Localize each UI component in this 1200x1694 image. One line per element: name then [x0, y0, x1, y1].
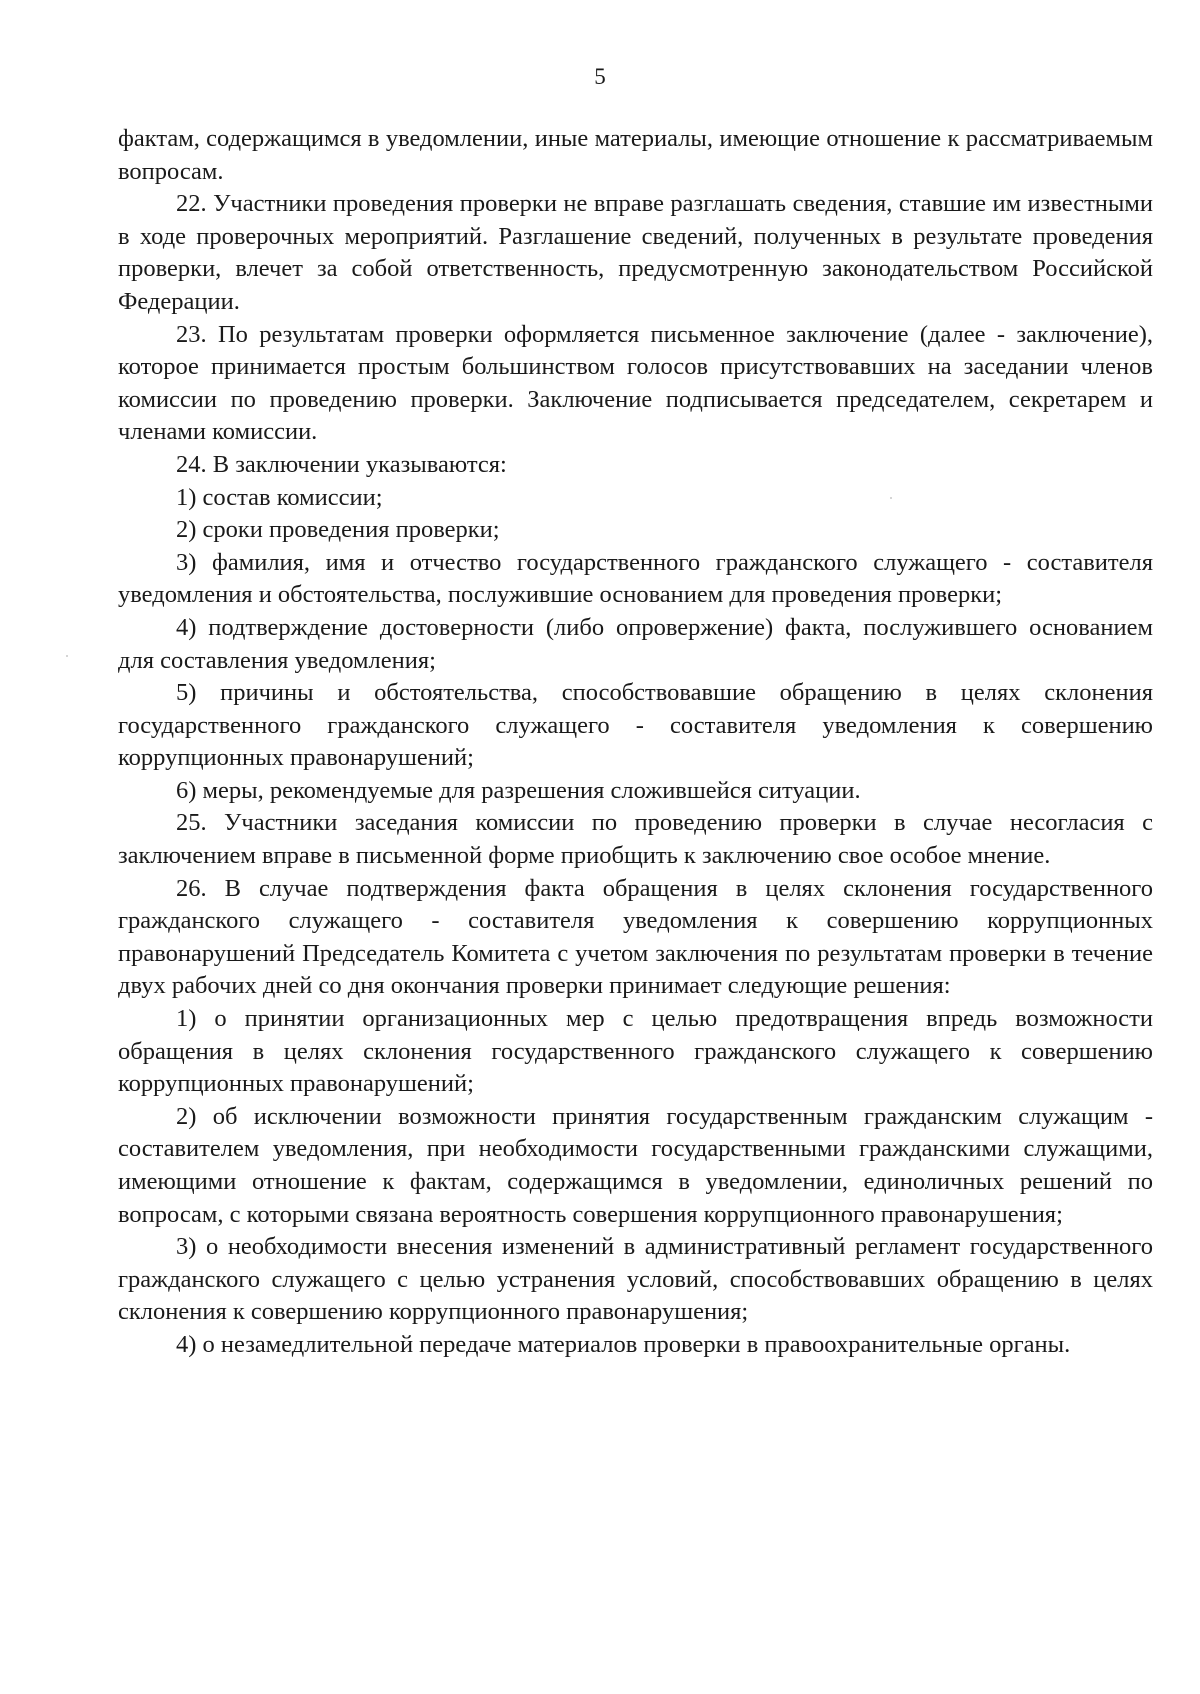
scan-speck: [890, 497, 892, 499]
page-number: 5: [594, 64, 606, 89]
list-item-26-3: 3) о необходимости внесения изменений в административный регламент государственного гражданского служащего с целью устранения условий, способствовавших обращению в целях склонения к совершению коррупционного правонарушения;: [118, 1233, 1153, 1326]
paragraph-item-25: 25. Участники заседания комиссии по проведению проверки в случае несогласия с заключением вправе в письменной форме приобщить к заключению свое особое мнение.: [118, 809, 1153, 870]
paragraph-item-22: 22. Участники проведения проверки не вправе разглашать сведения, ставшие им известными в ходе проверочных мероприятий. Разглашение сведений, полученных в результате проведения проверки, влечет за собой ответственность, предусмотренную законодательством Российской Федерации.: [118, 190, 1153, 315]
list-item-24-4: 4) подтверждение достоверности (либо опровержение) факта, послужившего основанием для составления уведомления;: [118, 613, 1153, 674]
paragraph-item-26: 26. В случае подтверждения факта обращения в целях склонения государственного гражданского служащего - составителя уведомления к совершению коррупционных правонарушений Председатель Комитета с учетом заключения по результатам проверки в течение двух рабочих дней со дня окончания проверки принимает следующие решения:: [118, 874, 1153, 1000]
list-item-24-6: 6) меры, рекомендуемые для разрешения сложившейся ситуации.: [176, 776, 861, 804]
list-item-24-2: 2) сроки проведения проверки;: [176, 516, 500, 544]
paragraph-continuation: фактам, содержащимся в уведомлении, иные материалы, имеющие отношение к рассматриваемым вопросам.: [118, 125, 1153, 185]
paragraph-item-24: 24. В заключении указываются:: [176, 450, 507, 478]
list-item-24-1: 1) состав комиссии;: [176, 483, 383, 511]
list-item-26-2: 2) об исключении возможности принятия государственным гражданским служащим - составителем уведомления, при необходимости государственными гражданскими служащими, имеющими отношение к фактам, содержащимся в уведомлении, единоличных решений по вопросам, с которыми связана вероятность совершения коррупционного правонарушения;: [118, 1102, 1153, 1228]
list-item-24-3: 3) фамилия, имя и отчество государственного гражданского служащего - составителя уведомления и обстоятельства, послужившие основанием для проведения проверки;: [118, 548, 1153, 609]
paragraph-item-23: 23. По результатам проверки оформляется письменное заключение (далее - заключение), которое принимается простым большинством голосов присутствовавших на заседании членов комиссии по проведению проверки. Заключение подписывается председателем, секретарем и членами комиссии.: [118, 320, 1153, 446]
list-item-26-4: 4) о незамедлительной передаче материалов проверки в правоохранительные органы.: [176, 1330, 1071, 1358]
document-body: [118, 123, 1153, 1362]
scan-speck: [66, 655, 68, 657]
list-item-26-1: 1) о принятии организационных мер с целью предотвращения впредь возможности обращения в целях склонения государственного гражданского служащего к совершению коррупционных правонарушений;: [118, 1005, 1153, 1098]
list-item-24-5: 5) причины и обстоятельства, способствовавшие обращению в целях склонения государственного гражданского служащего - составителя уведомления к совершению коррупционных правонарушений;: [118, 679, 1153, 772]
